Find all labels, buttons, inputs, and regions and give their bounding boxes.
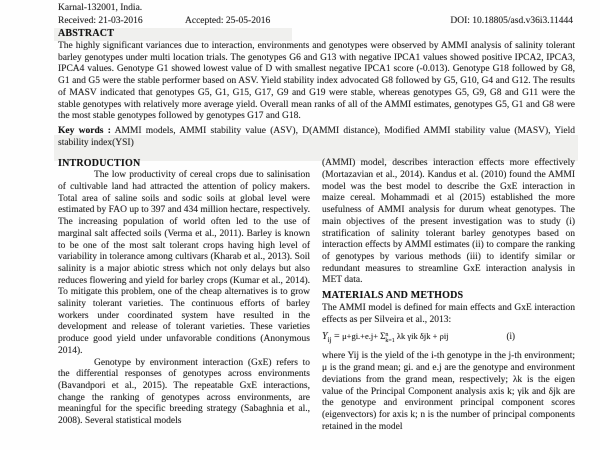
equation-lhs: Y (322, 331, 328, 343)
methods-intro: The AMMI model is defined for main effects and GxE interaction effects as per Silveira et al., 2013: (322, 303, 575, 325)
introduction-paragraph-1: The low productivity of cereal crops due to salinisation of cultivable land had attracted the attention of policy makers. Total area of saline soils and sodic soils at global level were estimated by FAO up to 397 and 434 million hectare, respectively. The increasing population of world often led to the use of marginal salt affected soils (Verma et al., 2011). Barley is known to be one of the most salt tolerant crops having high level of variability in tolerance among cultivars (Kharab et al., 2013). Soil salinity is a major abiotic stress which not only delays but also reduces flowering and yield for barley crops (Kumar et al., 2014). To mitigate this problem, one of the cheap alternatives is to grow salinity tolerant varieties. The continuous efforts of barley workers under coordinated system have resulted in the development and release of tolerant varieties. These varieties produce good yield under unfavorable conditions (Anonymous 2014). (58, 170, 310, 356)
keywords-text: AMMI models, AMMI stability value (ASV), D(AMMI distance), Modified AMMI stability value (MASV), Yield stability index(YSI) (58, 125, 575, 148)
abstract-body: The highly significant variances due to interaction, environments and genotypes were observed by AMMI analysis of salinity tolerant barley genotypes under multi location trials. The genotypes G6 and G13 with negative IPCA1 values showed positive IPCA2, IPCA3, IPCA4 values. Genotype G1 showed lowest value of D with smallest negative IPCA1 score (-0.013). Genotype G18 followed by G8, G1 and G5 were the stable performer based on ASV. Yield stability index advocated G8 followed by G5, G10, G4 and G12. The results of MASV indicated that genotypes G5, G1, G15, G17, G9 and G19 were stable, whereas genotypes G5, G9, G8 and G11 were the stable genotypes with relatively more average yield. Overall mean ranks of all of the AMMI estimates, genotypes G5, G1 and G8 were the most stable genotypes followed by genotypes G17 and G18. (58, 41, 575, 122)
equation-equals: = (331, 331, 343, 343)
sigma-lower-limit: k=1 (385, 338, 395, 345)
methods-heading: MATERIALS AND METHODS (322, 290, 464, 302)
doi-text: DOI: 10.18805/asd.v36i3.11444 (450, 16, 573, 26)
left-column (58, 158, 310, 427)
abstract-heading: ABSTRACT (58, 28, 115, 39)
introduction-heading: INTRODUCTION (58, 158, 141, 170)
equation-interaction-terms: λk γik δjk + ρij (394, 331, 449, 342)
equation-main-terms: μ+gi.+e.j+ (342, 331, 381, 342)
ammi-model-equation (322, 330, 575, 347)
received-date: Received: 21-03-2016 (58, 16, 143, 26)
sigma-symbol: Σ (380, 331, 386, 342)
dates-doi-row (58, 15, 575, 28)
equation-number: (i) (506, 331, 516, 342)
sigma-limits (385, 332, 394, 344)
right-column-paragraph-1: (AMMI) model, describes interaction effects more effectively (Mortazavian et al., 2014). Kandus et al. (2010) found the AMMI model was the best model to describe the GxE interaction in maize cereal. Mohammadi et al (2015) established the more usefulness of AMMI analysis for durum wheat genotypes. The main objectives of the present investigation was to study (i) stratification of salinity tolerant barley genotypes based on interaction effects by AMMI estimates (ii) to compare the ranking of genotypes by various methods (iii) to identify similar or redundant measures to streamline GxE interaction analysis in MET data. (322, 158, 575, 286)
accepted-date: Accepted: 25-05-2016 (185, 16, 271, 26)
where-definitions-paragraph: where Yij is the yield of the i-th genotype in the j-th environment; μ is the grand mean; gi. and e.j are the genotype and environment deviations from the grand mean, respectively; λk is the eigen value of the Principal Component analysis axis k; γik and δjk are the genotype and environment principal component scores (eigenvectors) for axis k; n is the number of principal components retained in the model (322, 351, 575, 432)
keywords-label: Key words : (58, 125, 111, 136)
right-column (322, 158, 575, 433)
affiliation-line: Karnal-132001, India. (58, 3, 143, 13)
keywords-line (58, 126, 575, 149)
introduction-paragraph-2: Genotype by environment interaction (GxE) refers to the differential responses of genotypes across environments (Bavandpori et al., 2015). The repeatable GxE interactions, change the ranking of genotypes across environments, are meaningful for the specific breeding strategy (Sabaghnia et al., 2008). Several statistical models (58, 357, 310, 427)
equation-lhs-subscript: ij (327, 336, 332, 345)
page-content (58, 2, 575, 433)
sigma-upper-limit: n (385, 332, 389, 339)
two-column-body (58, 158, 575, 433)
